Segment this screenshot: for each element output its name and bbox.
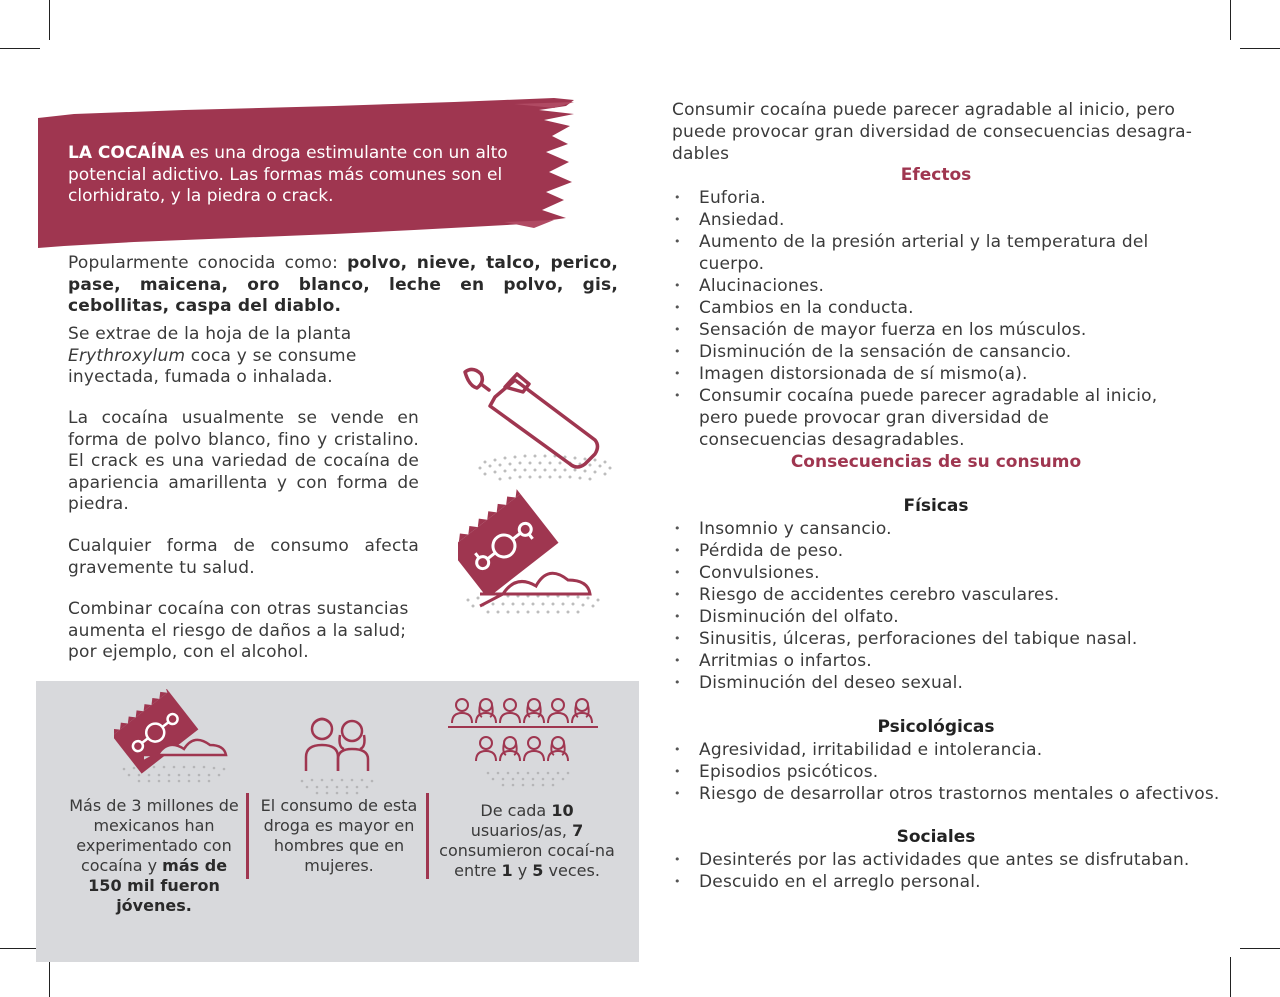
man-woman-icon	[294, 713, 384, 795]
crop-mark	[0, 948, 40, 949]
social-title: Sociales	[896, 827, 976, 847]
list-item: • Pérdida de peso.	[672, 540, 1212, 562]
list-item: • Disminución de la sensación de cansancio.	[672, 341, 1212, 363]
sold-paragraph: La cocaína usualmente se vende en forma de polvo blanco, fino y cristalino. El crack es una variedad de cocaína de apariencia amarillenta y con forma de piedra.	[68, 408, 419, 514]
consequences-title: Consecuencias de su consumo	[790, 452, 1082, 472]
stat3-text-a: De cada	[480, 801, 552, 820]
stat-gender: El consumo de esta droga es mayor en hombres que en mujeres.	[260, 796, 418, 875]
crop-mark	[1240, 48, 1280, 49]
list-item: • Agresividad, irritabilidad e intolerancia.	[672, 739, 1232, 761]
drug-packet-small-icon	[114, 689, 244, 794]
crop-mark	[1230, 0, 1231, 40]
list-item: • Ansiedad.	[672, 209, 1212, 231]
stats-panel	[36, 681, 639, 962]
crop-mark	[0, 48, 40, 49]
list-item: • Episodios psicóticos.	[672, 761, 1232, 783]
list-item: • Sinusitis, úlceras, perforaciones del tabique nasal.	[672, 628, 1212, 650]
divider	[246, 793, 249, 879]
popular-prefix: Popularmente conocida como:	[68, 253, 348, 273]
stat1-text: Más de 3 millones de mexicanos han experimentado con cocaína y	[69, 796, 239, 875]
list-item: • Imagen distorsionada de sí mismo(a).	[672, 363, 1212, 385]
extract-part2: coca y se consume inyectada, fumada o inhalada.	[68, 345, 357, 387]
intro-rest: es una droga estimulante con un alto potencial adictivo. Las formas más comunes son el clorhidrato, y la piedra o crack.	[68, 143, 508, 206]
stat3-text-b: usuarios/as,	[470, 821, 573, 840]
crop-mark	[1230, 957, 1231, 997]
list-item: • Insomnio y cansancio.	[672, 518, 1212, 540]
right-intro: Consumir cocaína puede parecer agradable al inicio, pero puede provocar gran diversidad de consecuencias desagra-dables	[672, 100, 1193, 164]
any-form-paragraph: Cualquier forma de consumo afecta gravemente tu salud.	[68, 536, 419, 578]
list-item: • Riesgo de accidentes cerebro vasculares.	[672, 584, 1212, 606]
popular-names	[68, 253, 618, 318]
stat3-number-1: 1	[501, 861, 513, 880]
list-item: • Euforia.	[672, 187, 1212, 209]
effects-list	[672, 187, 1212, 451]
intro-lead: LA COCAÍNA	[68, 143, 185, 163]
intro-banner-text	[68, 143, 508, 208]
extract-part1: Se extrae de la hoja de la planta	[68, 324, 352, 344]
stat3-text-d: y	[512, 861, 533, 880]
list-item: • Aumento de la presión arterial y la temperatura del cuerpo.	[672, 231, 1212, 275]
crop-mark	[1240, 948, 1280, 949]
list-item: • Consumir cocaína puede parecer agradable al inicio, pero puede provocar gran diversidad de consecuencias desagradables.	[672, 385, 1179, 451]
stat1-bold: más de 150 mil fueron jóvenes.	[88, 856, 228, 915]
list-item: • Disminución del deseo sexual.	[672, 672, 1212, 694]
stat3-text-c: consumieron cocaí-na entre	[439, 841, 615, 880]
social-list	[672, 849, 1212, 893]
physical-title: Físicas	[903, 496, 969, 516]
list-item: • Descuido en el arreglo personal.	[672, 871, 1212, 893]
stat-youth-users	[64, 796, 244, 916]
stat-frequency	[434, 801, 620, 881]
stat3-number-5: 5	[532, 861, 544, 880]
list-item: • Convulsiones.	[672, 562, 1212, 584]
psych-list	[672, 739, 1232, 805]
stat3-number-10: 10	[551, 801, 574, 820]
plant-name: Erythroxylum	[68, 345, 186, 366]
drug-packet-icon	[458, 488, 608, 623]
crowd-icon	[448, 695, 608, 795]
divider	[426, 793, 429, 879]
list-item: • Disminución del olfato.	[672, 606, 1212, 628]
psych-title: Psicológicas	[877, 717, 995, 737]
popular-list: polvo, nieve, talco, perico, pase, maicena, oro blanco, leche en polvo, gis, cebollitas, caspa del diablo.	[68, 253, 619, 316]
effects-title: Efectos	[900, 165, 972, 185]
extract-paragraph	[68, 324, 398, 389]
physical-list	[672, 518, 1212, 694]
crop-mark	[49, 957, 50, 997]
combine-paragraph: Combinar cocaína con otras sustancias aumenta el riesgo de daños a la salud; por ejemplo, con el alcohol.	[68, 599, 409, 662]
crop-mark	[49, 0, 50, 40]
lighter-icon	[455, 362, 625, 487]
list-item: • Alucinaciones.	[672, 275, 1212, 297]
list-item: • Desinterés por las actividades que antes se disfrutaban.	[672, 849, 1212, 871]
stat3-text-e: veces.	[543, 861, 600, 880]
list-item: • Sensación de mayor fuerza en los músculos.	[672, 319, 1212, 341]
list-item: • Arritmias o infartos.	[672, 650, 1212, 672]
list-item: • Riesgo de desarrollar otros trastornos mentales o afectivos.	[672, 783, 1232, 805]
stat3-number-7: 7	[572, 821, 584, 840]
list-item: • Cambios en la conducta.	[672, 297, 1212, 319]
